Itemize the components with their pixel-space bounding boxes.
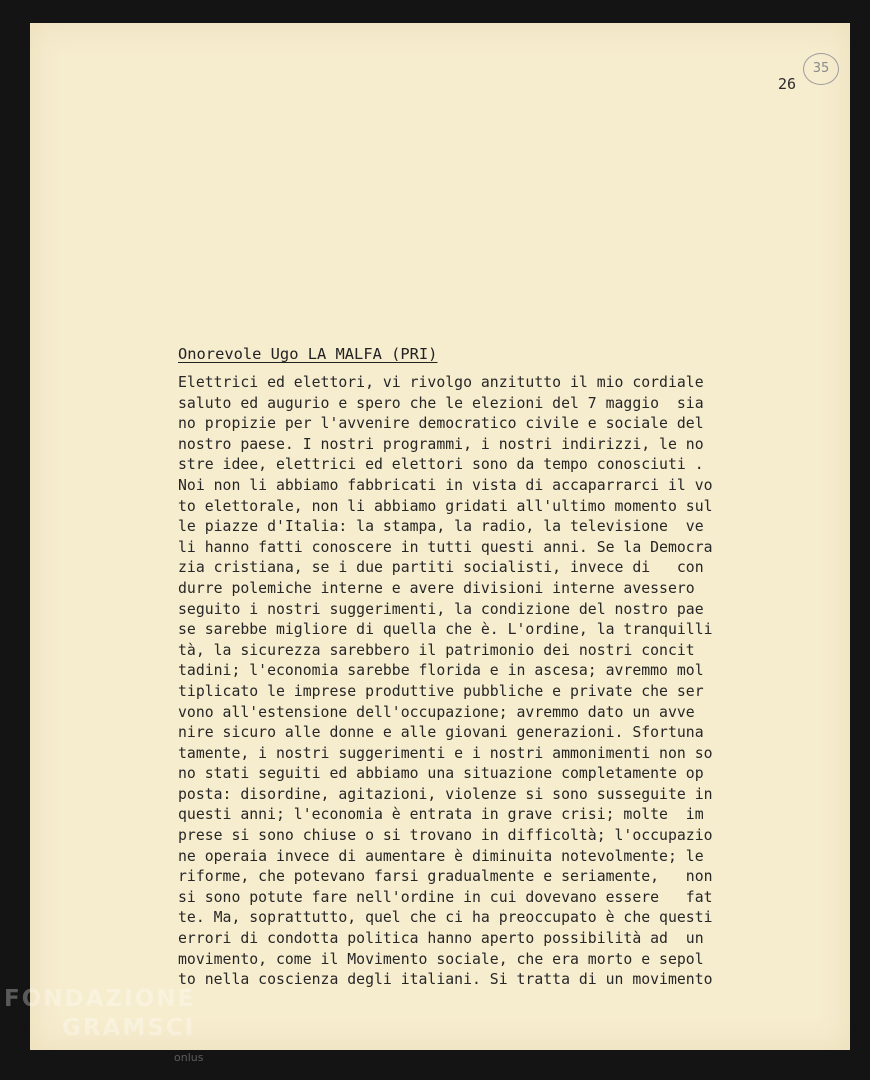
speech-line: stre idee, elettrici ed elettori sono da tempo conosciuti .	[178, 456, 704, 474]
speech-line: tiplicato le imprese produttive pubbliche e private che ser	[178, 682, 704, 700]
speech-line: te. Ma, soprattutto, quel che ci ha preoccupato è che questi	[178, 909, 713, 927]
speech-line: no stati seguiti ed abbiamo una situazione completamente op	[178, 765, 704, 783]
speech-body	[178, 373, 838, 991]
speech-line: movimento, come il Movimento sociale, che era morto e sepol	[178, 950, 704, 968]
speech-line: se sarebbe migliore di quella che è. L'ordine, la tranquilli	[178, 621, 713, 639]
speech-line: riforme, che potevano farsi gradualmente e seriamente, non	[178, 868, 713, 886]
typewritten-page	[30, 23, 850, 1050]
watermark-line-3: onlus	[174, 1051, 204, 1064]
speech-line: saluto ed augurio e spero che le elezioni del 7 maggio sia	[178, 394, 704, 412]
speech-line: ne operaia invece di aumentare è diminuita notevolmente; le	[178, 847, 704, 865]
archive-number-stamp: 35	[803, 53, 839, 85]
speech-line: le piazze d'Italia: la stampa, la radio, la televisione ve	[178, 518, 704, 536]
speech-line: nostro paese. I nostri programmi, i nostri indirizzi, le no	[178, 435, 704, 453]
speech-line: seguito i nostri suggerimenti, la condizione del nostro pae	[178, 600, 704, 618]
speech-line: durre polemiche interne e avere divisioni interne avessero	[178, 579, 695, 597]
page-number: 26	[778, 75, 797, 93]
speech-line: nire sicuro alle donne e alle giovani generazioni. Sfortuna	[178, 724, 704, 742]
speech-line: posta: disordine, agitazioni, violenze si sono susseguite in	[178, 785, 713, 803]
speech-line: to nella coscienza degli italiani. Si tratta di un movimento	[178, 971, 713, 989]
speech-line: prese si sono chiuse o si trovano in difficoltà; l'occupazio	[178, 827, 713, 845]
speech-line: Noi non li abbiamo fabbricati in vista di accaparrarci il vo	[178, 476, 713, 494]
speech-line: no propizie per l'avvenire democratico civile e sociale del	[178, 415, 704, 433]
watermark-line-1: FONDAZIONE	[4, 986, 196, 1012]
speech-line: si sono potute fare nell'ordine in cui dovevano essere fat	[178, 888, 713, 906]
speech-line: to elettorale, non li abbiamo gridati all'ultimo momento sul	[178, 497, 713, 515]
speech-line: Elettrici ed elettori, vi rivolgo anzitutto il mio cordiale	[178, 374, 704, 391]
speech-line: tadini; l'economia sarebbe florida e in ascesa; avremmo mol	[178, 662, 704, 680]
speech-line: errori di condotta politica hanno aperto possibilità ad un	[178, 930, 704, 948]
speech-line: zia cristiana, se i due partiti socialisti, invece di con	[178, 559, 704, 577]
speech-line: tà, la sicurezza sarebbero il patrimonio dei nostri concit	[178, 641, 695, 659]
fondazione-gramsci-watermark	[4, 985, 203, 1072]
speech-line: tamente, i nostri suggerimenti e i nostri ammonimenti non so	[178, 744, 713, 762]
speaker-heading: Onorevole Ugo LA MALFA (PRI)	[178, 345, 438, 363]
watermark-line-2: GRAMSCI	[62, 1015, 196, 1041]
speech-line: vono all'estensione dell'occupazione; avremmo dato un avve	[178, 703, 695, 721]
speech-line: li hanno fatti conoscere in tutti questi anni. Se la Democra	[178, 538, 713, 556]
speech-line: questi anni; l'economia è entrata in grave crisi; molte im	[178, 806, 704, 824]
